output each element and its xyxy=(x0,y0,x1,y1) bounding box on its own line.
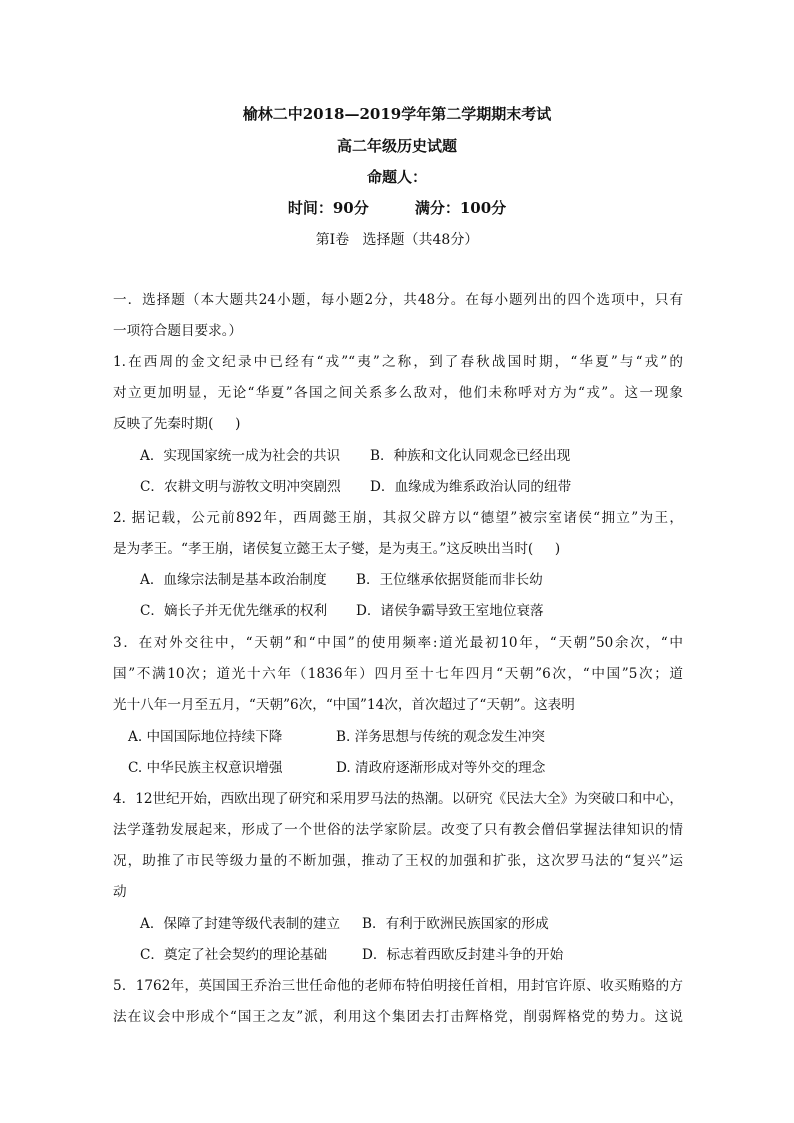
question-1-option-a[interactable]: A．实现国家统一成为社会的共识 xyxy=(140,448,341,464)
question-3-option-a[interactable]: A. 中国国际地位持续下降 xyxy=(128,729,283,745)
question-4-option-a[interactable]: A．保障了封建等级代表制的建立 xyxy=(140,916,341,932)
section-title: 第Ⅰ卷 选择题（共48分） xyxy=(315,232,479,248)
question-1-line-3: 反映了先秦时期( ) xyxy=(113,416,241,432)
question-3-option-d[interactable]: D. 清政府逐渐形成对等外交的理念 xyxy=(336,760,546,776)
question-3-line-2: 国”不满10次；道光十六年（1836年）四月至十七年四月“天朝”6次，“中国”5次；道 xyxy=(113,666,683,682)
question-4-option-b[interactable]: B．有利于欧洲民族国家的形成 xyxy=(362,916,549,932)
question-4-line-3: 况，助推了市民等级力量的不断加强，推动了王权的加强和扩张，这次罗马法的“复兴”运 xyxy=(113,853,683,869)
question-1-line-1: 1.在西周的金文纪录中已经有“戎”“夷”之称，到了春秋战国时期，“华夏”与“戎”的 xyxy=(113,354,683,370)
time-score-info: 时间：90分 满分：100分 xyxy=(287,199,507,217)
question-4-line-1: 4．12世纪开始，西欧出现了研究和采用罗马法的热潮。以研究《民法大全》为突破口和中心， xyxy=(113,791,683,807)
question-1-line-2: 对立更加明显，无论“华夏”各国之间关系多么敌对，他们未称呼对方为“戎”。这一现象 xyxy=(113,385,683,401)
question-1-option-d[interactable]: D．血缘成为维系政治认同的纽带 xyxy=(370,479,572,495)
question-1-option-b[interactable]: B．种族和文化认同观念已经出现 xyxy=(370,448,571,464)
subject-title: 高二年级历史试题 xyxy=(336,137,457,155)
instructions-line-1: 一．选择题（本大题共24小题，每小题2分，共48分。在每小题列出的四个选项中，只有 xyxy=(113,292,683,308)
question-1-option-c[interactable]: C．农耕文明与游牧文明冲突剧烈 xyxy=(140,479,341,495)
question-4-option-d[interactable]: D．标志着西欧反封建斗争的开始 xyxy=(362,947,564,963)
instructions-line-2: 一项符合题目要求。） xyxy=(113,323,243,339)
question-5-line-1: 5．1762年，英国国王乔治三世任命他的老师布特伯明接任首相，用封官许原、收买贿赂的方 xyxy=(113,978,683,994)
question-2-line-1: 2. 据记载，公元前892年，西周懿王崩，其叔父辟方以“德望”被宗室诸侯“拥立”为王， xyxy=(113,510,683,526)
question-2-option-d[interactable]: D．诸侯争霸导致王室地位衰落 xyxy=(356,603,544,619)
question-2-line-2: 是为孝王。“孝王崩，诸侯复立懿王太子燮，是为夷王。”这反映出当时( ) xyxy=(113,541,561,557)
question-3-option-c[interactable]: C. 中华民族主权意识增强 xyxy=(128,760,283,776)
question-4-option-c[interactable]: C．奠定了社会契约的理论基础 xyxy=(140,947,328,963)
question-2-option-a[interactable]: A．血缘宗法制是基本政治制度 xyxy=(140,572,327,588)
question-5-line-2: 法在议会中形成个“国王之友”派，利用这个集团去打击辉格党，削弱辉格党的势力。这说 xyxy=(113,1009,683,1025)
setter-label: 命题人： xyxy=(366,168,427,186)
exam-title: 榆林二中2018—2019学年第二学期期末考试 xyxy=(242,105,552,123)
question-4-line-4: 动 xyxy=(113,884,127,900)
question-3-line-1: 3．在对外交往中，“天朝”和“中国”的使用频率:道光最初10年，“天朝”50余次，“中 xyxy=(113,635,683,651)
question-2-option-b[interactable]: B．王位继承依据贤能而非长幼 xyxy=(356,572,543,588)
question-2-option-c[interactable]: C．嫡长子并无优先继承的权利 xyxy=(140,603,328,619)
question-4-line-2: 法学蓬勃发展起来，形成了一个世俗的法学家阶层。改变了只有教会僧侣掌握法律知识的情 xyxy=(113,822,683,838)
question-3-option-b[interactable]: B. 洋务思想与传统的观念发生冲突 xyxy=(336,729,545,745)
question-3-line-3: 光十八年一月至五月，“天朝”6次，“中国”14次，首次超过了“天朝”。这表明 xyxy=(113,697,575,713)
